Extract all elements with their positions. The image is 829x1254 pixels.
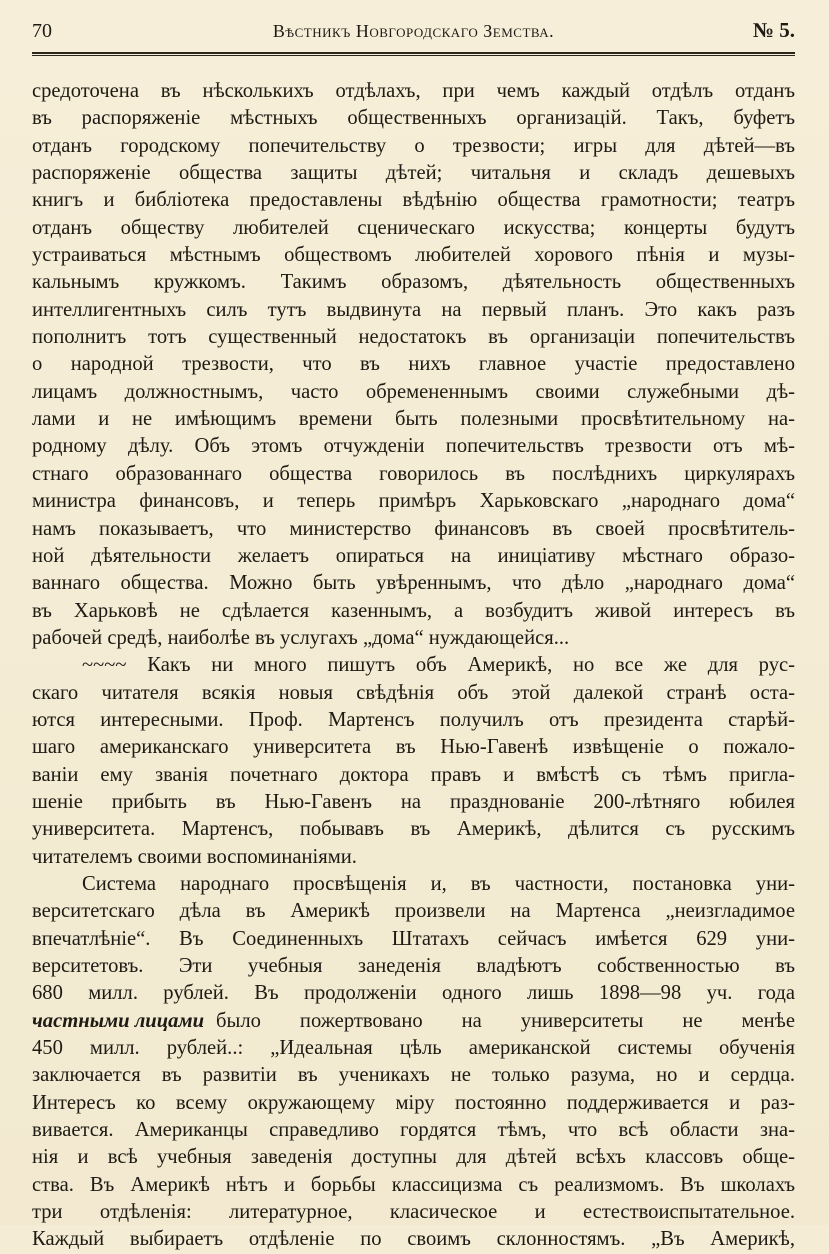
text-line: университета. Мартенсъ, побывавъ въ Америкѣ, дѣлится съ русскимъ bbox=[32, 818, 795, 841]
running-title: Вѣстникъ Новгородскаго Земства. bbox=[272, 21, 555, 41]
text-line: о народной трезвости, что въ нихъ главное участіе предоставлено bbox=[32, 353, 795, 376]
text-line: нія и всѣ учебныя заведенія доступны для дѣтей всѣхъ классовъ обще- bbox=[32, 1146, 795, 1169]
text-line: 450 милл. рублей..: „Идеальная цѣль американской системы обученія bbox=[32, 1037, 795, 1060]
text-line: стнаго образованнаго общества говорилось въ послѣднихъ циркулярахъ bbox=[32, 462, 795, 485]
text-line: верситетскаго дѣла въ Америкѣ произвели на Мартенса „неизгладимое bbox=[32, 900, 795, 923]
text-line: шаго американскаго университета въ Нью-Гавенѣ извѣщеніе о пожало- bbox=[32, 736, 795, 759]
text-line: намъ показываетъ, что министерство финансовъ въ своей просвѣтитель- bbox=[32, 517, 795, 540]
text-line: Интересъ ко всему окружающему міру постоянно поддерживается и раз- bbox=[32, 1091, 795, 1114]
text-line: лами и не имѣющимъ времени быть полезными просвѣтительному на- bbox=[32, 408, 795, 431]
page-header bbox=[32, 18, 795, 50]
text-line: пополнитъ тотъ существенный недостатокъ въ организаціи попечительствъ bbox=[32, 326, 795, 349]
text-line: ваніи ему званія почетнаго доктора правъ и вмѣстѣ съ тѣмъ пригла- bbox=[32, 763, 795, 786]
issue-number: № 5. bbox=[752, 18, 795, 42]
text-line: ваннаго общества. Можно быть увѣреннымъ, что дѣло „народнаго дома“ bbox=[32, 572, 795, 595]
text-line: ~~~~ Какъ ни много пишутъ объ Америкѣ, но все же для рус- bbox=[82, 654, 795, 677]
text-line: средоточена въ нѣсколькихъ отдѣлахъ, при чемъ каждый отдѣлъ отданъ bbox=[32, 80, 795, 102]
text-line: устраиваться мѣстнымъ обществомъ любителей хорового пѣнія и музы- bbox=[32, 244, 795, 267]
text-line: скаго читателя всякія новыя свѣдѣнія объ этой далекой странѣ оста- bbox=[32, 681, 795, 704]
text-line: ства. Въ Америкѣ нѣтъ и борьбы классицизма съ реализмомъ. Въ школахъ bbox=[32, 1173, 795, 1196]
text-line: рабочей средѣ, наиболѣе въ услугахъ „дома“ нуждающейся... bbox=[32, 626, 570, 649]
text-line: верситетовъ. Эти учебныя занеденія владѣютъ собственностью въ bbox=[32, 955, 795, 977]
text-line: заключается въ развитіи въ ученикахъ не только разума, но и сердца. bbox=[32, 1064, 795, 1087]
header-rule bbox=[32, 52, 795, 56]
text-line: шеніе прибыть въ Нью-Гавенъ на празднованіе 200-лѣтняго юбилея bbox=[32, 790, 795, 813]
text-line: интеллигентныхъ силъ тутъ выдвинута на первый планъ. Это какъ разъ bbox=[32, 298, 795, 321]
text-line: лицамъ должностнымъ, часто обремененнымъ своими служебными дѣ- bbox=[32, 380, 795, 403]
text-line: 680 милл. рублей. Въ продолженіи одного лишь 1898—98 уч. года bbox=[32, 982, 795, 1005]
text-line: ются интересными. Проф. Мартенсъ получилъ отъ президента старѣй- bbox=[32, 708, 795, 731]
text-line: распоряженіе общества защиты дѣтей; читальня и складъ дешевыхъ bbox=[32, 162, 795, 185]
text-line: въ Харьковѣ не сдѣлается казеннымъ, а возбудитъ живой интересъ въ bbox=[32, 599, 795, 622]
text-line: ной дѣятельности желаетъ опираться на иниціативу мѣстнаго образо- bbox=[32, 544, 795, 567]
text-line: впечатлѣніе“. Въ Соединенныхъ Штатахъ сейчасъ имѣется 629 уни- bbox=[32, 927, 795, 950]
text-line: родному дѣлу. Объ этомъ отчужденіи попечительствъ трезвости отъ мѣ- bbox=[32, 435, 795, 458]
text-line: книгъ и библіотека предоставлены вѣдѣнію общества грамотности; театръ bbox=[32, 189, 795, 212]
text-line: кальнымъ кружкомъ. Такимъ образомъ, дѣятельность общественныхъ bbox=[32, 271, 795, 294]
text-line-emphasis bbox=[32, 1008, 795, 1035]
emphasized-phrase: частными лицами bbox=[32, 1009, 205, 1032]
page-number: 70 bbox=[32, 20, 52, 42]
text-line: Каждый выбираетъ отдѣленіе по своимъ склонностямъ. „Въ Америкѣ, bbox=[32, 1228, 795, 1251]
text-line: отданъ обществу любителей сценическаго искусства; концерты будутъ bbox=[32, 216, 795, 239]
article-text bbox=[32, 78, 795, 1254]
text-line: министра финансовъ, и теперь примѣръ Харьковскаго „народнаго дома“ bbox=[32, 490, 795, 513]
text-line: вивается. Американцы справедливо гордятся тѣмъ, что всѣ области зна- bbox=[32, 1119, 795, 1142]
text-line: въ распоряженіе мѣстныхъ общественныхъ организацій. Такъ, буфетъ bbox=[32, 107, 795, 130]
text-line: отданъ городскому попечительству о трезвости; игры для дѣтей—въ bbox=[32, 134, 795, 157]
text-line: читателемъ своими воспоминаніями. bbox=[32, 845, 357, 868]
text-line: три отдѣленія: литературное, класическое и естествоиспытательное. bbox=[32, 1201, 795, 1224]
text-line-rest: было пожертвовано на университеты не менѣе bbox=[216, 1009, 795, 1032]
text-line: Система народнаго просвѣщенія и, въ частности, постановка уни- bbox=[82, 872, 795, 895]
